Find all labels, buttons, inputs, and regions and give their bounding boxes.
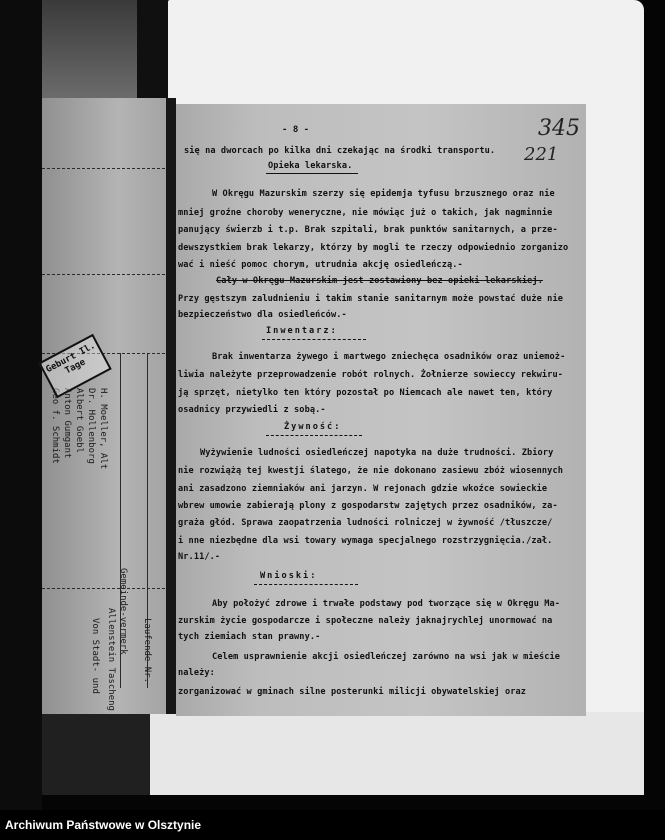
- form-text: Laufende Nr.: [142, 618, 152, 684]
- text-line: liwia należyte przeprowadzenie robót rolnych. Żołnierze sowieccy rekwiru-: [178, 370, 563, 380]
- form-text: Allenstein Tascheng: [106, 608, 116, 711]
- form-text: Geo f. Schmidt: [50, 388, 60, 464]
- text-line: graża głód. Sprawa zaopatrzenia ludności rolniczej w żywność /tłuszcze/: [178, 518, 553, 528]
- title-underline: [266, 173, 358, 174]
- text-line: Celem usprawnienie akcji osiedleńczej zarówno na wsi jak w mieście: [212, 652, 561, 662]
- page-number: - 8 -: [282, 125, 310, 135]
- text-line: osadnicy przywiedli z sobą.-: [178, 405, 326, 415]
- stamp-text: Geburt Il. Tage: [44, 340, 98, 377]
- form-text: Albert Goebl: [74, 388, 84, 454]
- title-underline: [262, 339, 366, 340]
- typed-document-page: [176, 104, 586, 716]
- form-dashed-line: [42, 588, 170, 589]
- text-line: ją sprzęt, nietylko ten który pozostał po Niemcach ale nawet ten, który: [178, 388, 553, 398]
- sheet-edge-shadow: [166, 98, 176, 714]
- form-text: Anton Gumgant: [62, 388, 72, 459]
- handwritten-page-number: 345: [538, 116, 580, 141]
- handwritten-folio-number: 221: [524, 144, 559, 165]
- text-line: nie rozwiążą tej kwestji ślatego, że nie dokonano zasiewu zbóż wiosennych: [178, 466, 563, 476]
- text-line: zurskim życie gospodarcze i społeczne należy jaknajrychlej unormować na: [178, 616, 553, 626]
- form-text: Gemeinde-vermerk: [118, 568, 128, 655]
- text-line: i nne niezbędne dla wsi towary wymaga specjalnego rozstrzygnięcia./zał.: [178, 536, 553, 546]
- form-dashed-line: [42, 168, 170, 169]
- backing-sheet-lower: [150, 712, 644, 795]
- text-line: Wyżywienie ludności osiedleńczej napotyka na duże trudności. Zbiory: [200, 448, 554, 458]
- left-form-document: [42, 98, 170, 714]
- bottom-left-shadow: [42, 712, 150, 795]
- text-line: Nr.11/.-: [178, 552, 221, 562]
- form-text: Von Stadt- und: [90, 618, 100, 694]
- form-dashed-line: [42, 274, 170, 275]
- section-title: Żywność:: [284, 422, 342, 432]
- underlying-page: [42, 0, 137, 100]
- form-text: H. Moeller, Alt: [98, 388, 108, 470]
- text-line: się na dworcach po kilka dni czekając na środki transportu.: [184, 146, 496, 156]
- text-line: Aby położyć zdrowe i trwałe podstawy pod tworzące się w Okręgu Ma-: [212, 599, 561, 609]
- section-title: Opieka lekarska.: [268, 161, 353, 171]
- title-underline: [266, 435, 362, 436]
- text-line: wbrew umowie zabierają plony z gospodarstw zajętych przez osadników, za-: [178, 501, 558, 511]
- text-line: W Okręgu Mazurskim szerzy się epidemja tyfusu brzusznego oraz nie: [212, 189, 555, 199]
- binding-spine: [137, 0, 169, 100]
- section-title: Wnioski:: [260, 571, 318, 581]
- struck-text-line: Cały w Okręgu Mazurskim jest zostawiony bez opieki lekarskiej.: [216, 276, 543, 286]
- text-line: tych ziemiach stan prawny.-: [178, 632, 321, 642]
- archive-footer: [0, 810, 665, 840]
- text-line: ani zasadzono ziemniaków ani jarzyn. W rejonach gdzie wkoźce sowieckie: [178, 484, 548, 494]
- text-line: panujący świerzb i t.p. Brak szpitali, brak punktów sanitarnych, a prze-: [178, 225, 558, 235]
- title-underline: [254, 584, 358, 585]
- text-line: Przy gęstszym zaludnieniu i takim stanie sanitarnym może powstać duże nie: [178, 294, 563, 304]
- text-line: należy:: [178, 668, 215, 678]
- form-text: Dr. Hollenborg: [86, 388, 96, 464]
- text-line: bezpieczeństwo dla osiedleńców.-: [178, 310, 347, 320]
- text-line: Brak inwentarza żywego i martwego zniechęca osadników oraz uniemoż-: [212, 352, 566, 362]
- archive-name: Archiwum Państwowe w Olsztynie: [5, 818, 202, 832]
- text-line: dewszystkiem brak lekarzy, którzy by mogli te rzeczy odpowiednio zorganizo: [178, 243, 569, 253]
- section-title: Inwentarz:: [266, 326, 338, 336]
- text-line: mniej groźne choroby weneryczne, nie mówiąc już o takich, jak nagminnie: [178, 208, 553, 218]
- text-line: wać i nieść pomoc chorym, utrudnia akcję osiedleńczą.-: [178, 260, 463, 270]
- left-dark-margin: [0, 0, 42, 810]
- text-line: zorganizować w gminach silne posterunki milicji obywatelskiej oraz: [178, 687, 527, 697]
